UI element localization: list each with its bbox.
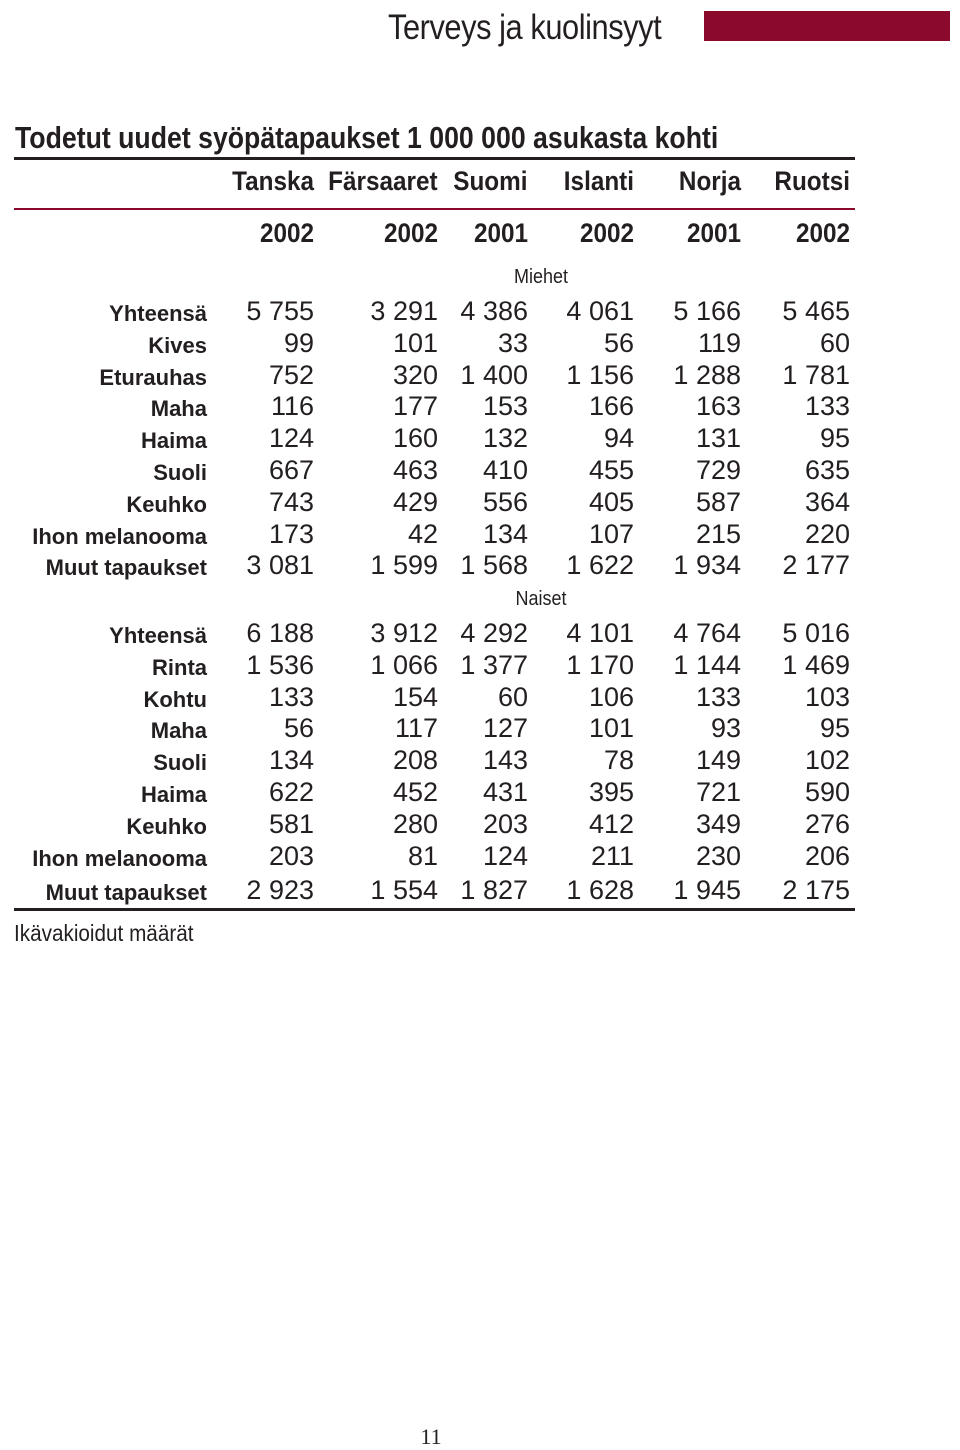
table-cell: 203 bbox=[482, 808, 528, 839]
table-cell: 721 bbox=[695, 777, 741, 807]
table-cell: 132 bbox=[482, 423, 528, 454]
column-header-country: Islanti bbox=[563, 166, 634, 196]
table-cell: 280 bbox=[392, 808, 438, 839]
table-cell: 1 827 bbox=[460, 875, 528, 906]
table-cell: 1 945 bbox=[673, 875, 741, 906]
column-header-country: Tanska bbox=[232, 166, 314, 196]
column-header-year: 2001 bbox=[473, 218, 528, 248]
table-cell: 81 bbox=[407, 840, 438, 871]
row-label: Keuhko bbox=[126, 491, 207, 517]
column-header-country: Norja bbox=[678, 166, 741, 196]
table-cell: 5 016 bbox=[782, 618, 850, 648]
row-label: Rinta bbox=[152, 654, 207, 680]
table-cell: 1 156 bbox=[566, 359, 634, 390]
row-label: Maha bbox=[150, 396, 207, 422]
column-header-year: 2002 bbox=[579, 218, 634, 248]
table-cell: 5 755 bbox=[246, 296, 314, 326]
table-cell: 3 291 bbox=[370, 296, 438, 326]
table-cell: 95 bbox=[819, 423, 850, 454]
table-cell: 133 bbox=[268, 681, 314, 712]
row-label: Yhteensä bbox=[109, 301, 207, 326]
table-cell: 166 bbox=[588, 391, 634, 422]
page-number: 11 bbox=[420, 1424, 442, 1449]
table-cell: 463 bbox=[392, 455, 438, 485]
row-label: Muut tapaukset bbox=[45, 880, 207, 906]
row-label: Kives bbox=[148, 332, 207, 358]
table-cell: 134 bbox=[268, 745, 314, 776]
table-cell: 220 bbox=[804, 518, 850, 549]
table-cell: 99 bbox=[283, 327, 314, 358]
section-label: Miehet bbox=[513, 266, 569, 288]
table-cell: 102 bbox=[804, 745, 850, 776]
table-cell: 3 081 bbox=[246, 550, 314, 581]
row-label: Suoli bbox=[153, 750, 207, 776]
table-cell: 622 bbox=[268, 777, 314, 807]
row-label: Suoli bbox=[153, 460, 207, 485]
table-cell: 78 bbox=[603, 745, 634, 776]
table-cell: 635 bbox=[804, 455, 850, 485]
table-cell: 95 bbox=[819, 713, 850, 744]
table-cell: 3 912 bbox=[370, 618, 438, 648]
table-cell: 743 bbox=[268, 486, 314, 517]
table-bottom-rule bbox=[14, 908, 855, 911]
table-cell: 177 bbox=[392, 391, 438, 422]
table-cell: 1 781 bbox=[782, 359, 850, 390]
table-cell: 1 934 bbox=[673, 550, 741, 581]
row-label: Ihon melanooma bbox=[32, 845, 207, 871]
row-label: Kohtu bbox=[143, 686, 207, 712]
table-cell: 667 bbox=[268, 455, 314, 485]
table-cell: 6 188 bbox=[246, 618, 314, 648]
table-cell: 154 bbox=[392, 681, 438, 712]
header-accent-bar bbox=[704, 11, 950, 41]
table-cell: 1 554 bbox=[370, 875, 438, 906]
table-cell: 60 bbox=[819, 327, 850, 358]
table-cell: 412 bbox=[588, 808, 634, 839]
table-cell: 124 bbox=[482, 840, 528, 871]
table-cell: 133 bbox=[695, 681, 741, 712]
table-cell: 5 465 bbox=[782, 296, 850, 326]
table-cell: 429 bbox=[392, 486, 438, 517]
table-cell: 1 400 bbox=[460, 359, 528, 390]
row-label: Haima bbox=[140, 782, 207, 807]
table-cell: 1 568 bbox=[460, 550, 528, 581]
table-cell: 206 bbox=[804, 840, 850, 871]
table-cell: 94 bbox=[603, 423, 634, 454]
table-cell: 101 bbox=[588, 713, 634, 744]
table-cell: 320 bbox=[392, 359, 438, 390]
table-cell: 581 bbox=[268, 808, 314, 839]
table-cell: 103 bbox=[804, 681, 850, 712]
table-cell: 1 536 bbox=[246, 649, 314, 680]
column-header-country: Ruotsi bbox=[774, 166, 850, 196]
table-cell: 410 bbox=[482, 455, 528, 485]
column-header-year: 2002 bbox=[259, 218, 314, 248]
table-cell: 101 bbox=[392, 327, 438, 358]
row-label: Ihon melanooma bbox=[32, 523, 207, 549]
table-cell: 215 bbox=[695, 518, 741, 549]
section-label: Naiset bbox=[515, 588, 567, 610]
row-label: Keuhko bbox=[126, 813, 207, 839]
table-cell: 5 166 bbox=[673, 296, 741, 326]
table-cell: 1 377 bbox=[460, 649, 528, 680]
row-label: Maha bbox=[150, 718, 207, 744]
page-header-title: Terveys ja kuolinsyyt bbox=[388, 8, 662, 47]
table-cell: 4 292 bbox=[460, 618, 528, 648]
table-cell: 203 bbox=[268, 840, 314, 871]
table-cell: 127 bbox=[482, 713, 528, 744]
table-cell: 93 bbox=[710, 713, 741, 744]
table-cell: 211 bbox=[590, 840, 634, 871]
column-header-year: 2002 bbox=[383, 218, 438, 248]
table-cell: 119 bbox=[697, 327, 741, 358]
table-cell: 42 bbox=[407, 518, 438, 549]
table-cell: 587 bbox=[695, 486, 741, 517]
table-cell: 556 bbox=[482, 486, 528, 517]
table-cell: 131 bbox=[695, 423, 741, 454]
table-cell: 4 386 bbox=[460, 296, 528, 326]
table-cell: 2 177 bbox=[782, 550, 850, 581]
table-cell: 752 bbox=[268, 359, 314, 390]
table-cell: 173 bbox=[268, 518, 314, 549]
table-cell: 230 bbox=[695, 840, 741, 871]
table-cell: 116 bbox=[270, 391, 314, 422]
column-header-year: 2001 bbox=[686, 218, 741, 248]
table-cell: 2 923 bbox=[246, 875, 314, 906]
table-cell: 4 764 bbox=[673, 618, 741, 648]
row-label: Haima bbox=[140, 428, 207, 454]
table-cell: 729 bbox=[695, 455, 741, 485]
table-cell: 452 bbox=[392, 777, 438, 807]
table-cell: 1 066 bbox=[370, 649, 438, 680]
table-cell: 2 175 bbox=[782, 875, 850, 906]
table-top-rule bbox=[14, 157, 855, 160]
table-cell: 56 bbox=[603, 327, 634, 358]
table-cell: 149 bbox=[695, 745, 741, 776]
table-cell: 107 bbox=[588, 518, 634, 549]
table-cell: 1 599 bbox=[370, 550, 438, 581]
table-cell: 60 bbox=[497, 681, 528, 712]
column-header-country: Suomi bbox=[453, 166, 528, 196]
table-cell: 4 101 bbox=[566, 618, 634, 648]
table-title: Todetut uudet syöpätapaukset 1 000 000 asukasta kohti bbox=[15, 120, 719, 155]
table-cell: 153 bbox=[482, 391, 528, 422]
row-label: Muut tapaukset bbox=[45, 555, 207, 581]
table-cell: 590 bbox=[804, 777, 850, 807]
table-cell: 160 bbox=[392, 423, 438, 454]
table-cell: 143 bbox=[482, 745, 528, 776]
row-label: Yhteensä bbox=[109, 623, 207, 648]
table-cell: 455 bbox=[588, 455, 634, 485]
table-cell: 1 144 bbox=[673, 649, 741, 680]
column-header-year: 2002 bbox=[795, 218, 850, 248]
table-cell: 117 bbox=[394, 713, 438, 744]
table-cell: 163 bbox=[695, 391, 741, 422]
table-cell: 1 628 bbox=[566, 875, 634, 906]
table-cell: 431 bbox=[482, 777, 528, 807]
table-cell: 349 bbox=[695, 808, 741, 839]
column-header-country: Färsaaret bbox=[328, 166, 438, 196]
table-cell: 134 bbox=[482, 518, 528, 549]
table-cell: 1 622 bbox=[566, 550, 634, 581]
row-label: Eturauhas bbox=[99, 364, 207, 390]
table-cell: 1 170 bbox=[566, 649, 634, 680]
table-cell: 106 bbox=[588, 681, 634, 712]
table-cell: 276 bbox=[804, 808, 850, 839]
table-footnote: Ikävakioidut määrät bbox=[14, 920, 194, 946]
table-cell: 124 bbox=[268, 423, 314, 454]
table-cell: 33 bbox=[497, 327, 528, 358]
header-divider-rule bbox=[14, 208, 855, 210]
table-cell: 395 bbox=[588, 777, 634, 807]
table-cell: 405 bbox=[588, 486, 634, 517]
table-cell: 208 bbox=[392, 745, 438, 776]
table-cell: 133 bbox=[804, 391, 850, 422]
table-cell: 4 061 bbox=[566, 296, 634, 326]
table-cell: 1 288 bbox=[673, 359, 741, 390]
table-cell: 56 bbox=[283, 713, 314, 744]
table-cell: 1 469 bbox=[782, 649, 850, 680]
table-cell: 364 bbox=[804, 486, 850, 517]
